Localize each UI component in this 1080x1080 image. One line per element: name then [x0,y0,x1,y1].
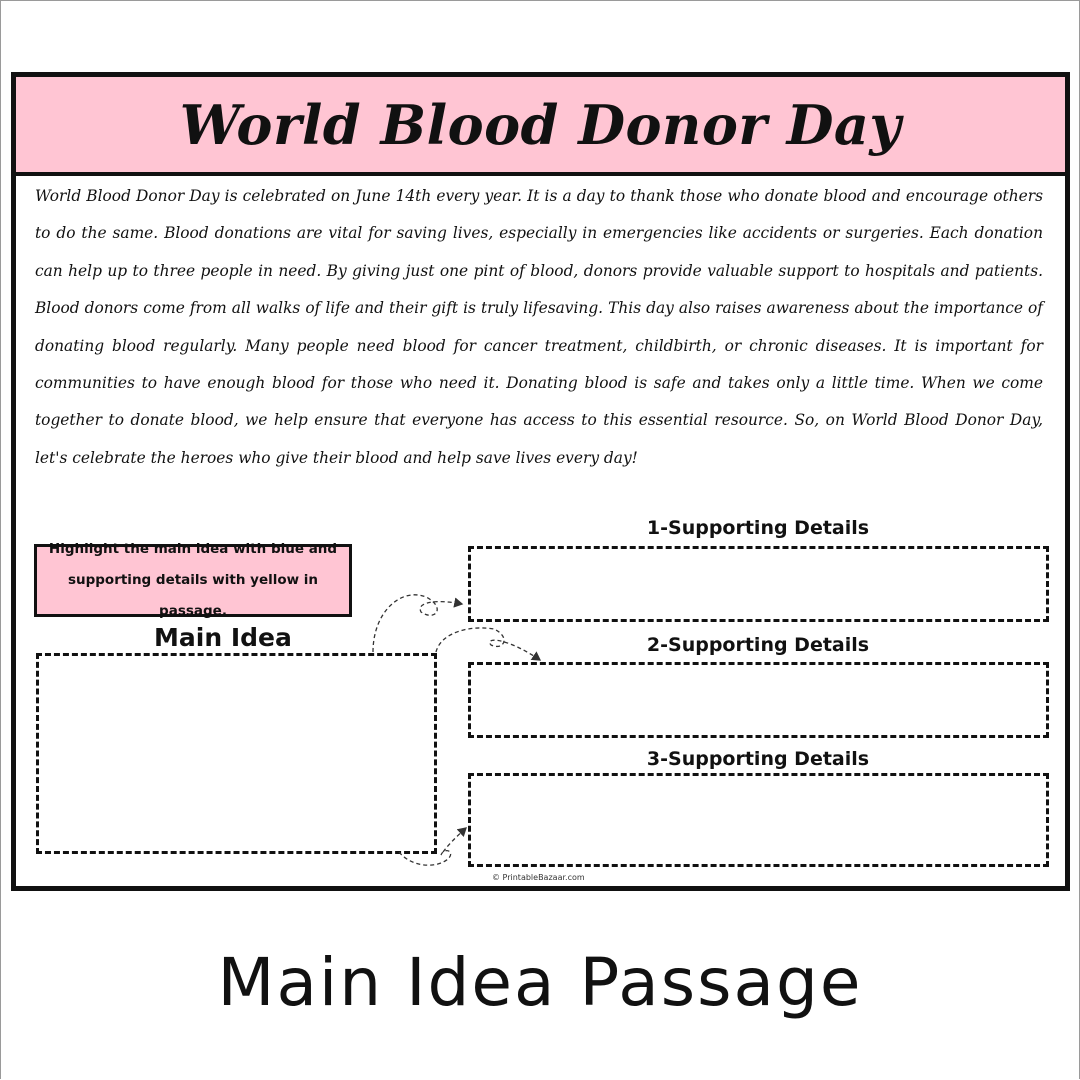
supporting-detail-2-label: 2-Supporting Details [646,634,870,656]
instruction-line-1: Highlight the main idea with blue and [48,541,338,557]
worksheet-title: World Blood Donor Day [179,92,902,157]
reading-passage: World Blood Donor Day is celebrated on June 14th every year. It is a day to thank those who donate blood and encourage others to do the same. Blood donations are vital for saving lives, especially in emergencies like accidents or surgeries. Each donation can help up to three people in need. By giving just one pint of blood, donors provide valuable support to hospitals and patients. Blood donors come from all walks of life and their gift is truly lifesaving. This day also raises awareness about the importance of donating blood regularly. Many people need blood for cancer treatment, childbirth, or chronic diseases. It is important for communities to have enough blood for those who need it. Donating blood is safe and takes only a little time. When we come together to donate blood, we help ensure that everyone has access to this essential resource. So, on World Blood Donor Day, let's celebrate the heroes who give their blood and help save lives every day! [35,187,1043,467]
main-idea-answer-box[interactable] [36,653,437,854]
copyright-notice: © PrintableBazaar.com [492,873,585,882]
worksheet [11,72,1070,891]
arrow-to-detail-1 [373,595,462,652]
supporting-detail-3-label: 3-Supporting Details [646,748,870,770]
supporting-detail-3-box[interactable] [468,773,1049,867]
instruction-box [34,541,352,619]
supporting-detail-1-box[interactable] [468,546,1049,622]
main-idea-label: Main Idea [154,623,292,652]
instruction-line-2: supporting details with yellow in passage. [67,572,319,619]
supporting-detail-2-box[interactable] [468,662,1049,738]
title-banner [16,77,1065,176]
caption-text: Main Idea Passage [217,944,863,1021]
supporting-detail-1-label: 1-Supporting Details [646,517,870,539]
